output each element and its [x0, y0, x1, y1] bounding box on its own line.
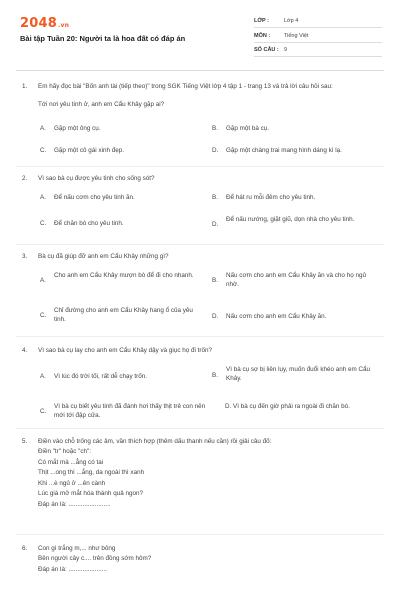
fill-line: Thịt ...ong thì ...ắng, da ngoài thì xanh — [38, 469, 145, 476]
logo-domain: .vn — [57, 22, 70, 29]
question-divider — [16, 244, 384, 245]
question-number: 6. — [22, 545, 28, 552]
option-text: Gặp một cô gái xinh đẹp. — [54, 147, 125, 154]
class-label: LỚP : — [254, 18, 269, 24]
fill-line: Có mắt mà ...ẳng có tai — [38, 458, 104, 466]
option-text: D. Vì bà cụ đến giờ phải ra ngoài đi chăn bò. — [225, 403, 350, 410]
option-text: Vì lúc đó trời tối, rất dễ chạy trốn. — [54, 373, 148, 380]
fill-line: Lúc già mở mắt hóa thành quả ngon? — [38, 490, 143, 497]
question-number: 2. — [22, 175, 28, 182]
question-number: 4. — [22, 347, 28, 354]
option-text: Để chăn bò cho yêu tinh. — [54, 220, 124, 227]
header-divider — [16, 70, 384, 71]
answer-line[interactable]: Đáp án là: ...................... — [38, 565, 107, 573]
fill-in-block — [38, 554, 338, 575]
document-header — [0, 0, 400, 70]
question-divider — [16, 166, 384, 167]
subject-label: MÔN : — [254, 33, 271, 39]
option-text: Vì bà cụ sợ bị liên lụy, muốn đuổi khéo anh em Cẩu Khây. — [226, 366, 371, 382]
question-stem: Con gì trắng m,... như bông — [38, 545, 116, 552]
page-title: Bài tập Tuần 20: Người ta là hoa đất có đáp án — [20, 34, 186, 43]
option-text: Gặp một chàng trai mang hình dáng kì lạ. — [226, 147, 342, 154]
question-number: 5. — [22, 438, 28, 445]
logo-text: 2048 — [20, 16, 57, 31]
subject-value: Tiếng Việt — [284, 33, 309, 39]
question-stem-line-2: Tới nơi yêu tinh ở, anh em Cẩu Khây gặp ai? — [38, 101, 165, 108]
question-stem: Bà cụ đã giúp đỡ anh em Cẩu Khây những gì? — [38, 253, 169, 260]
question-stem: Em hãy đọc bài "Bốn anh tài (tiếp theo)" trong SGK Tiếng Việt lớp 4 tập 1 - trang 13 và trả lời câu hỏi sau: — [38, 83, 333, 90]
question-stem: Vì sao bà cụ lay cho anh em Cẩu Khây dậy và giục họ đi trốn? — [38, 347, 212, 354]
option-text: Vì bà cụ biết yêu tinh đã đánh hơi thấy thịt trẻ con nên mới tới đập cửa. — [54, 403, 206, 419]
count-label: SỐ CÂU : — [254, 47, 279, 53]
site-logo[interactable] — [20, 16, 69, 31]
option-text: Để nấu nướng, giặt giũ, dọn nhà cho yêu tinh. — [226, 216, 355, 223]
option-text: Để nấu cơm cho yêu tinh ăn. — [54, 194, 135, 201]
option-text: Gặp một ông cụ. — [54, 125, 101, 132]
option-text: Để hát ru mỗi đêm cho yêu tinh. — [226, 194, 316, 201]
meta-line — [254, 42, 382, 43]
option-text: Gặp một bà cụ. — [226, 125, 270, 132]
meta-line — [254, 56, 382, 57]
question-divider — [16, 336, 384, 337]
fill-line: Điền "tr" hoặc "ch": — [38, 448, 92, 455]
question-number: 3. — [22, 253, 28, 260]
question-divider — [16, 428, 384, 429]
question-number: 1. — [22, 83, 28, 90]
question-stem: Vì sao bà cụ được yêu tinh cho sống sót? — [38, 175, 155, 182]
option-text: Chỉ đường cho anh em Cẩu Khây hang ổ của yêu tinh. — [54, 307, 193, 323]
option-text: Nấu cơm cho anh em Cẩu Khây ăn và cho họ ngủ nhờ. — [226, 272, 366, 288]
fill-line: Khi ...è ngủ ở ...ên cành — [38, 479, 106, 487]
question-stem: Điền vào chỗ trống các âm, vần thích hợp (thêm dấu thanh nếu cần) rồi giải câu đố: — [38, 438, 272, 445]
answer-line[interactable]: Đáp án là: ........................ — [38, 500, 111, 508]
meta-line — [254, 27, 382, 28]
count-value: 9 — [284, 47, 288, 53]
option-text: Nấu cơm cho anh em Cẩu Khây ăn. — [226, 313, 327, 320]
option-text: Cho anh em Cẩu Khây mượn bò để đi cho nhanh. — [54, 272, 194, 279]
class-value: Lớp 4 — [284, 18, 299, 24]
question-divider — [16, 534, 384, 535]
fill-line: Bên người cây c.... trên đồng sớm hôm? — [38, 555, 152, 562]
fill-in-block — [38, 447, 338, 510]
